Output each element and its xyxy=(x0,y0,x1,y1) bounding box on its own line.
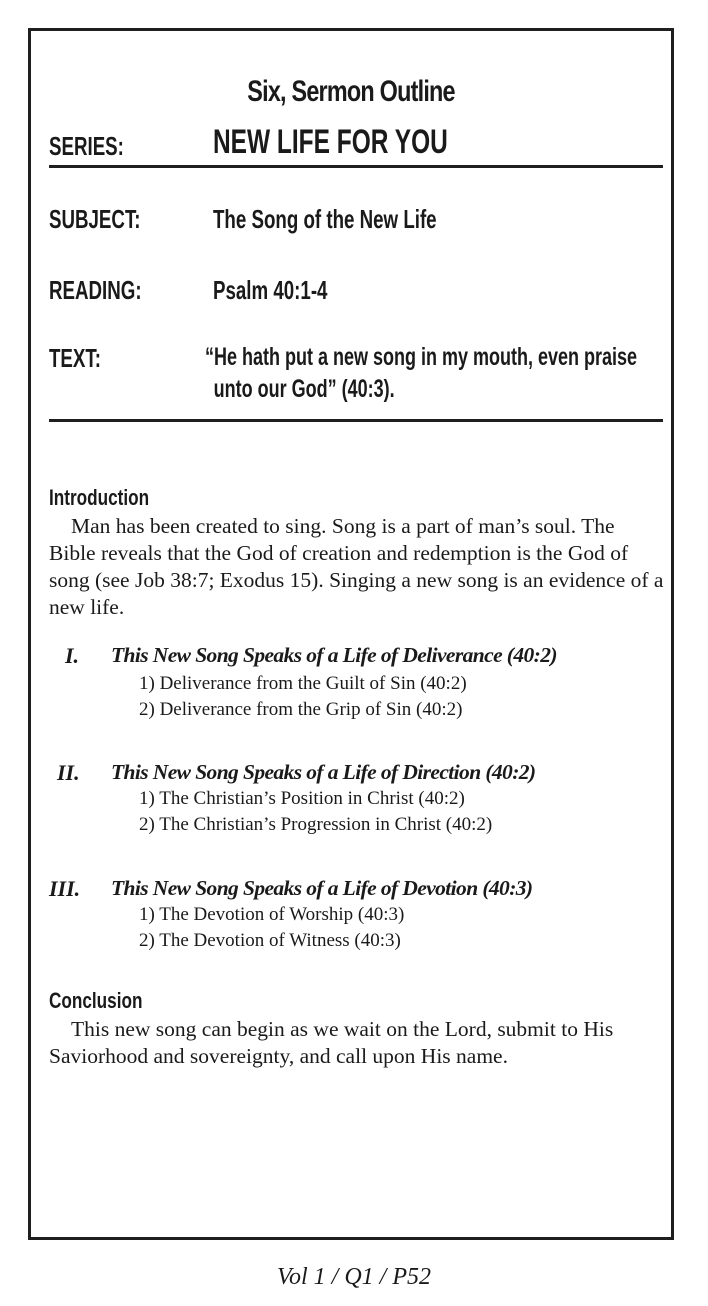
point-1-title: This New Song Speaks of a Life of Deliverance (40:2) xyxy=(111,643,557,667)
point-1-sub-1: 1) Deliverance from the Guilt of Sin (40:2) xyxy=(139,673,467,694)
page-footer: Vol 1 / Q1 / P52 xyxy=(277,1264,431,1290)
introduction-heading: Introduction xyxy=(49,485,150,510)
series-value: NEW LIFE FOR YOU xyxy=(213,123,448,161)
text-label: TEXT: xyxy=(49,343,102,373)
conclusion-heading: Conclusion xyxy=(49,988,143,1013)
subject-value: The Song of the New Life xyxy=(213,204,437,234)
reading-value: Psalm 40:1-4 xyxy=(213,275,328,305)
point-1-sub-2: 2) Deliverance from the Grip of Sin (40:2) xyxy=(139,699,463,720)
text-value xyxy=(205,341,675,405)
series-label: SERIES: xyxy=(49,131,124,161)
point-2-title: This New Song Speaks of a Life of Direction (40:2) xyxy=(111,760,536,784)
point-3-numeral: III. xyxy=(49,876,81,901)
text-value-line-2: unto our God” (40:3). xyxy=(213,375,395,403)
point-2-numeral: II. xyxy=(57,760,80,785)
point-1-numeral: I. xyxy=(65,643,80,668)
page-title: Six, Sermon Outline xyxy=(247,75,455,108)
outline-frame xyxy=(28,28,674,1240)
header-rule-top xyxy=(49,165,663,168)
conclusion-body: This new song can begin as we wait on the Lord, submit to His Saviorhood and sovereignty, and call upon His name. xyxy=(49,1017,614,1068)
text-value-line-1: “He hath put a new song in my mouth, even praise xyxy=(205,343,638,371)
reading-label: READING: xyxy=(49,275,142,305)
subject-label: SUBJECT: xyxy=(49,204,141,234)
introduction-body: Man has been created to sing. Song is a part of man’s soul. The Bible reveals that the God of creation and redemption is the God of song (see Job 38:7; Exodus 15). Singing a new song is an evidence of a new life. xyxy=(49,514,664,619)
point-3-title: This New Song Speaks of a Life of Devotion (40:3) xyxy=(111,876,533,900)
point-3-sub-2: 2) The Devotion of Witness (40:3) xyxy=(139,930,401,951)
header-rule-bottom xyxy=(49,419,663,422)
point-2-sub-1: 1) The Christian’s Position in Christ (40:2) xyxy=(139,788,465,809)
point-2-sub-2: 2) The Christian’s Progression in Christ (40:2) xyxy=(139,814,493,835)
point-3-sub-1: 1) The Devotion of Worship (40:3) xyxy=(139,904,405,925)
